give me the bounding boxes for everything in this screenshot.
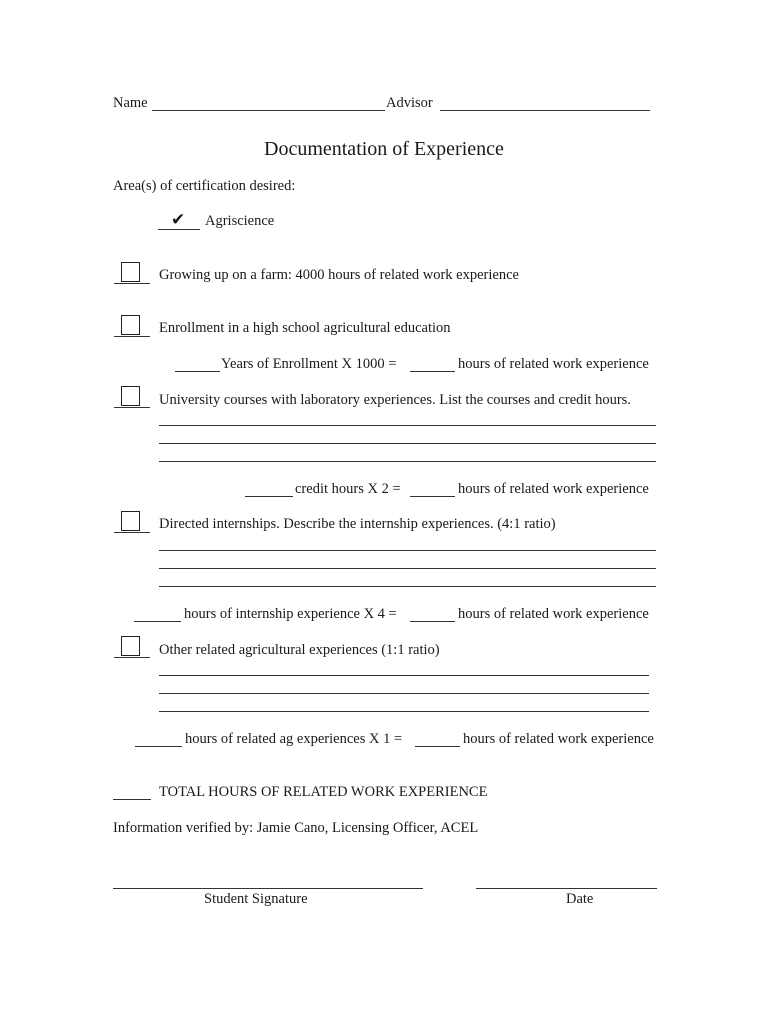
internship-hours-field[interactable]	[134, 621, 181, 622]
enrollment-label: Enrollment in a high school agricultural education	[159, 320, 451, 336]
internships-blank	[114, 532, 150, 533]
internship-result-field[interactable]	[410, 621, 455, 622]
internships-checkbox[interactable]	[121, 511, 140, 531]
student-signature-label: Student Signature	[204, 891, 308, 907]
enrollment-years-field[interactable]	[175, 371, 220, 372]
other-hours-field[interactable]	[135, 746, 182, 747]
university-line-2[interactable]	[159, 443, 656, 444]
name-label: Name	[113, 95, 148, 111]
internships-label: Directed internships. Describe the internship experiences. (4:1 ratio)	[159, 516, 556, 532]
internship-hours-label: hours of internship experience X 4 =	[184, 606, 397, 622]
verified-by-text: Information verified by: Jamie Cano, Licensing Officer, ACEL	[113, 820, 479, 836]
university-hours-field[interactable]	[410, 496, 455, 497]
growing-up-checkbox[interactable]	[121, 262, 140, 282]
growing-up-blank	[114, 283, 150, 284]
date-field[interactable]	[476, 888, 657, 889]
internships-line-3[interactable]	[159, 586, 656, 587]
university-line-1[interactable]	[159, 425, 656, 426]
other-line-2[interactable]	[159, 693, 649, 694]
other-checkbox[interactable]	[121, 636, 140, 656]
page-title: Documentation of Experience	[264, 138, 504, 160]
agriscience-label: Agriscience	[205, 213, 275, 229]
enrollment-years-label: Years of Enrollment X 1000 =	[221, 356, 397, 372]
university-checkbox[interactable]	[121, 386, 140, 406]
enrollment-blank	[114, 336, 150, 337]
advisor-label: Advisor	[386, 95, 433, 111]
other-result-field[interactable]	[415, 746, 460, 747]
total-hours-label: TOTAL HOURS OF RELATED WORK EXPERIENCE	[159, 784, 488, 800]
university-result-label: hours of related work experience	[458, 481, 649, 497]
other-hours-label: hours of related ag experiences X 1 =	[185, 731, 403, 747]
internships-line-2[interactable]	[159, 568, 656, 569]
internships-line-1[interactable]	[159, 550, 656, 551]
credit-hours-label: credit hours X 2 =	[295, 481, 401, 497]
name-field[interactable]	[152, 110, 385, 111]
enrollment-checkbox[interactable]	[121, 315, 140, 335]
other-line-1[interactable]	[159, 675, 649, 676]
other-line-3[interactable]	[159, 711, 649, 712]
enrollment-hours-field[interactable]	[410, 371, 455, 372]
checkmark-icon: ✔	[171, 210, 186, 230]
areas-label: Area(s) of certification desired:	[113, 178, 296, 194]
growing-up-label: Growing up on a farm: 4000 hours of related work experience	[159, 267, 519, 283]
credit-hours-field[interactable]	[245, 496, 293, 497]
university-label: University courses with laboratory experiences. List the courses and credit hours.	[159, 392, 631, 408]
other-blank	[114, 657, 150, 658]
internship-result-label: hours of related work experience	[458, 606, 649, 622]
university-blank	[114, 407, 150, 408]
total-hours-field[interactable]	[113, 799, 151, 800]
student-signature-field[interactable]	[113, 888, 423, 889]
other-label: Other related agricultural experiences (1:1 ratio)	[159, 642, 440, 658]
date-label: Date	[566, 891, 594, 907]
university-line-3[interactable]	[159, 461, 656, 462]
enrollment-result-label: hours of related work experience	[458, 356, 649, 372]
advisor-field[interactable]	[440, 110, 650, 111]
other-result-label: hours of related work experience	[463, 731, 654, 747]
